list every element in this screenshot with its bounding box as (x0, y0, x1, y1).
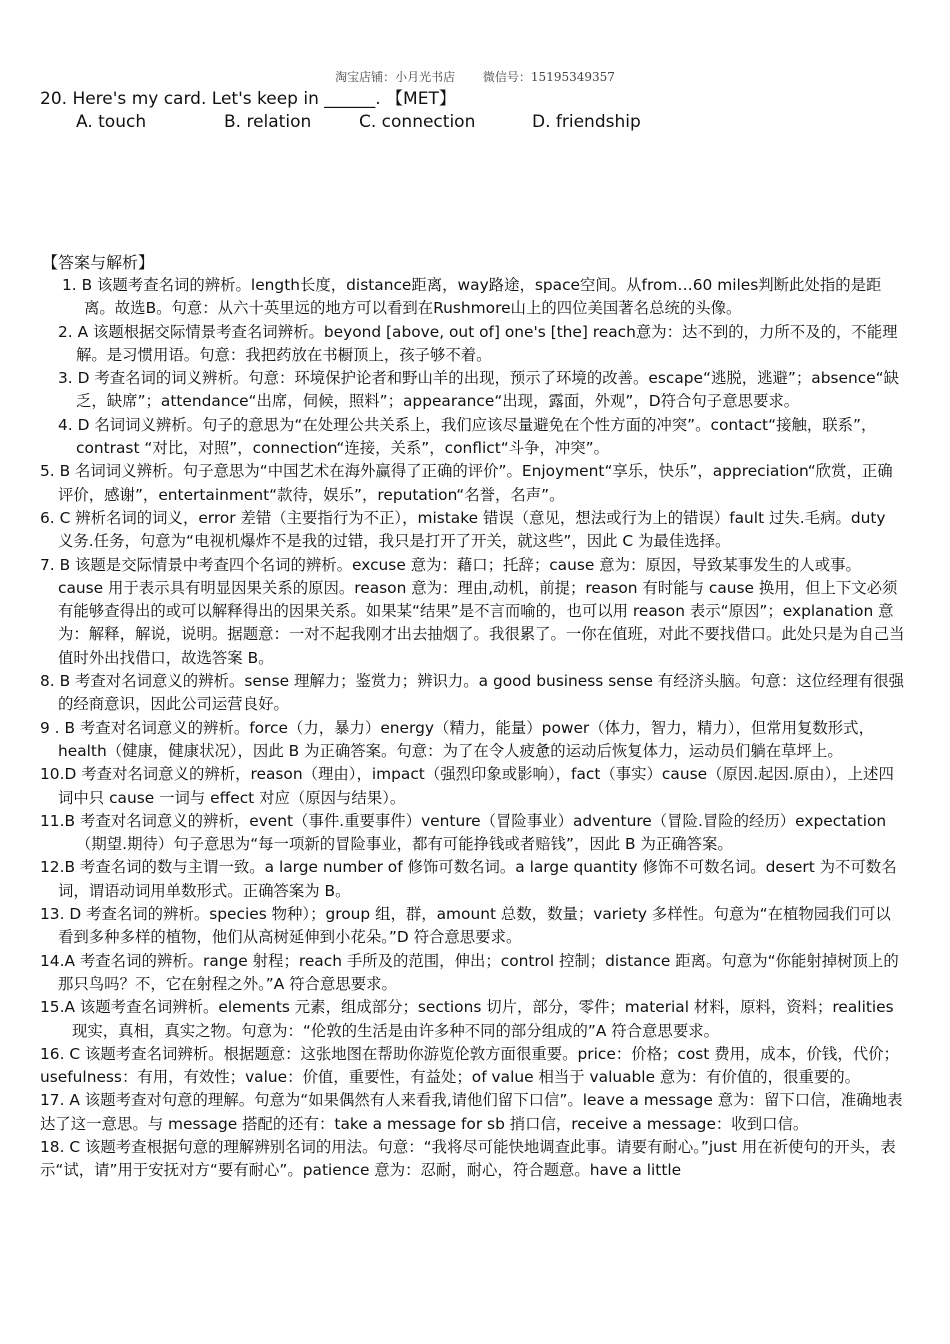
answer-item: 3. D 考查名词的词义辨析。句意：环境保护论者和野山羊的出现，预示了环境的改善。escape“逃脱，逃避”；absence“缺乏，缺席”；attendance“出席，伺候，照料”；appearance“出现，露面，外观”，D符合句子意思要求。 (58, 369, 900, 411)
answer-item: 14.A 考查名词的辨析。range 射程；reach 手所及的范围，伸出；control 控制；distance 距离。句意为“你能射掉树顶上的那只鸟吗？不，它在射程之外。”A 符合意思要求。 (40, 951, 899, 993)
question-options (40, 111, 920, 134)
answer-item: 10.D 考查对名词意义的辨析，reason（理由），impact（强烈印象或影响），fact（事实）cause（原因.起因.原由），上述四词中只 cause 一词与 effect 对应（原因与结果）。 (40, 765, 894, 807)
question-stem: 20. Here's my card. Let's keep in ______. 【MET】 (40, 89, 456, 109)
option-c: C. connection (359, 112, 476, 132)
answer-item: 9 . B 考查对名词意义的辨析。force（力，暴力）energy（精力，能量）power（体力，智力，精力），但常用复数形式，health（健康，健康状况），因此 B 为正确答案。句意：为了在令人疲惫的运动后恢复体力，运动员们躺在草坪上。 (40, 718, 874, 760)
option-b: B. relation (224, 112, 312, 132)
answer-item: 16. C 该题考查名词辨析。根据题意：这张地图在帮助你游览伦敦方面很重要。price：价格；cost 费用，成本，价钱，代价；usefulness：有用，有效性；value：价值，重要性，有益处；of value 相当于 valuable 意为：有价值的，很重要的。 (40, 1044, 899, 1087)
answer-item: 1. B 该题考查名词的辨析。length长度，distance距离，way路途，space空间。从from…60 miles判断此处指的是距离。故选B。句意：从六十英里远的地方可以看到在Rushmore山上的四位美国著名总统的头像。 (62, 276, 882, 318)
answer-item: 13. D 考查名词的辨析。species 物种）；group 组，群，amount 总数，数量；variety 多样性。句意为“在植物园我们可以看到多种多样的植物，他们从高树延伸到小花朵。”D 符合意思要求。 (40, 905, 891, 947)
answer-item: 12.B 考查名词的数与主谓一致。a large number of 修饰可数名词。a large quantity 修饰不可数名词。desert 为不可数名词，谓语动词用单数形式。正确答案为 B。 (40, 858, 897, 900)
answer-item: 11.B 考查对名词意义的辨析，event（事件.重要事件）venture（冒险事业）adventure（冒险.冒险的经历）expectation（期望.期待）句子意思为“每一项新的冒险事业，都有可能挣钱或者赔钱”，因此 B 为正确答案。 (40, 811, 887, 854)
answers-title: 【答案与解析】 (42, 253, 155, 272)
option-d: D. friendship (532, 112, 641, 132)
answer-item: 7. B 该题是交际情景中考查四个名词的辨析。excuse 意为：藉口；托辞；cause 意为：原因，导致某事发生的人或事。cause 用于表示具有明显因果关系的原因。reason 意为：理由,动机，前提；reason 有时能与 cause 换用，但上下文必须有能够查得出的或可以解释得出的因果关系。如果某“结果”是不言而喻的，也可以用 reason 表示“原因”；explanation 意为：解释，解说，说明。据题意：一对不起我刚才出去抽烟了。我很累了。一你在值班，对此不要找借口。此处只是为自己当值时外出找借口，故选答案 B。 (40, 555, 905, 667)
answer-item: 15.A 该题考查名词辨析。elements 元素，组成部分；sections 切片，部分，零件；material 材料，原料，资料；realities 现实，真相，真实之物。句意为：“伦敦的生活是由许多种不同的部分组成的”A 符合意思要求。 (40, 998, 894, 1040)
page-header (0, 68, 950, 85)
answer-item: 17. A 该题考查对句意的理解。句意为“如果偶然有人来看我,请他们留下口信”。leave a message 意为：留下口信，准确地表达了这一意思。与 message 搭配的还有：take a message for sb 捎口信，receive a message：收到口信。 (40, 1091, 903, 1133)
answer-item: 8. B 考查对名词意义的辨析。sense 理解力；鉴赏力；辨识力。a good business sense 有经济头脑。句意：这位经理有很强的经商意识，因此公司运营良好。 (40, 672, 905, 714)
answers-section (40, 274, 905, 1183)
wechat-id: 微信号：15195349357 (482, 70, 615, 84)
option-a: A. touch (76, 112, 147, 132)
answer-item: 5. B 名词词义辨析。句子意思为“中国艺术在海外赢得了正确的评价”。Enjoyment“享乐，快乐”，appreciation“欣赏，正确评价，感谢”，entertainment“款待，娱乐”，reputation“名誉，名声”。 (40, 462, 893, 504)
answer-item: 4. D 名词词义辨析。句子的意思为“在处理公共关系上，我们应该尽量避免在个性方面的冲突”。contact“接触，联系”，contrast “对比，对照”，connection“连接，关系”，conflict“斗争，冲突”。 (58, 415, 877, 458)
shop-name: 淘宝店铺：小月光书店 (335, 70, 456, 84)
answer-item: 6. C 辨析名词的词义，error 差错（主要指行为不正），mistake 错误（意见，想法或行为上的错误）fault 过失.毛病。duty 义务.任务，句意为“电视机爆炸不是我的过错，我只是打开了开关，就这些”，因此 C 为最佳选择。 (40, 508, 886, 551)
answer-item: 2. A 该题根据交际情景考查名词辨析。beyond [above, out of] one's [the] reach意为：达不到的，力所不及的，不能理解。是习惯用语。句意：我把药放在书橱顶上，孩子够不着。 (58, 322, 898, 364)
answer-item: 18. C 该题考查根据句意的理解辨别名词的用法。句意：“我将尽可能快地调查此事。请要有耐心。”just 用在祈使句的开头，表示“试，请”用于安抚对方“要有耐心”。patience 意为：忍耐，耐心，符合题意。have a little (40, 1137, 896, 1180)
question-20 (40, 88, 920, 134)
